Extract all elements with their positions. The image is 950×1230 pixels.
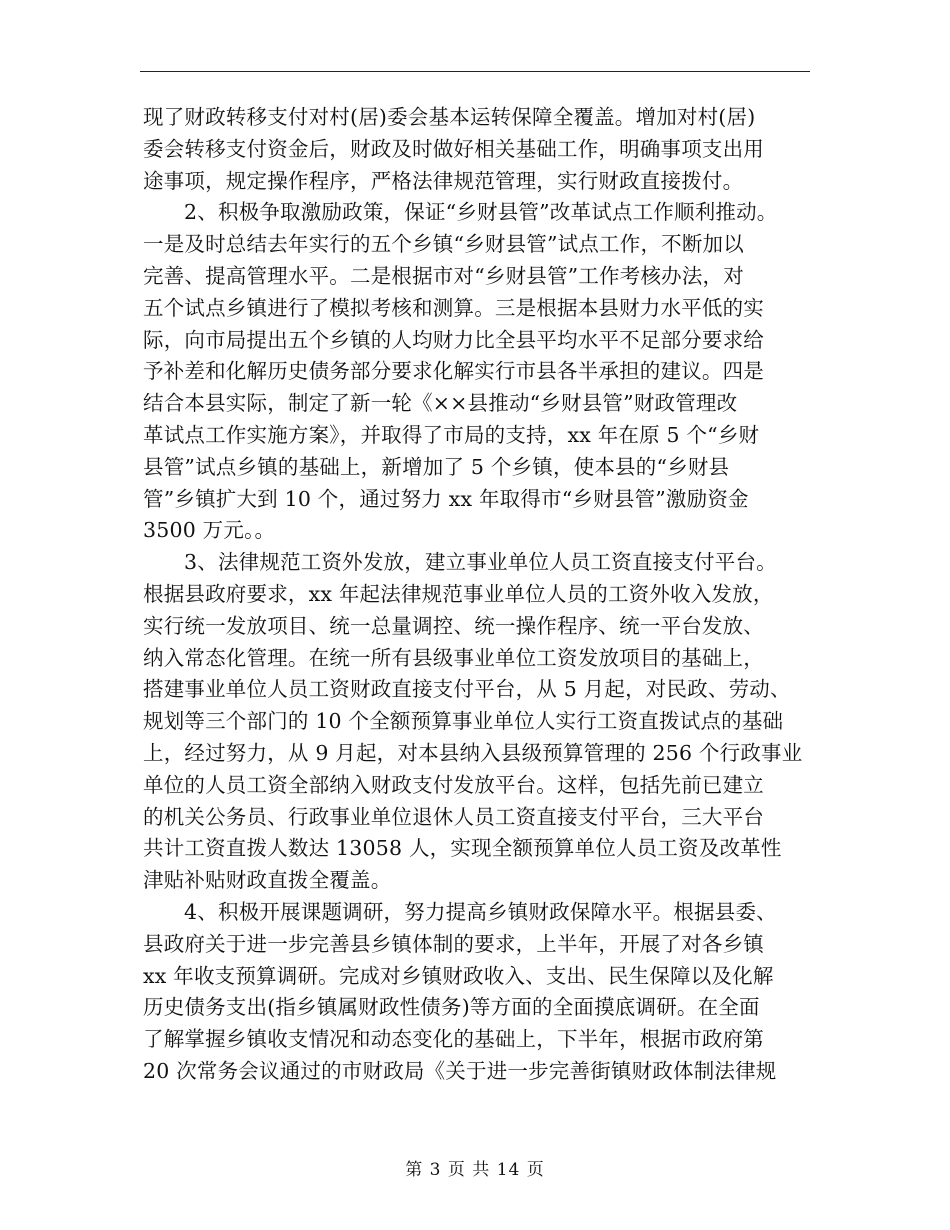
- text-line: 规划等三个部门的 10 个全额预算事业单位人实行工资直拨试点的基础: [143, 709, 784, 734]
- header-rule: [140, 71, 810, 72]
- text-line: 共计工资直拨人数达 13058 人，实现全额预算单位人员工资及改革性: [143, 836, 782, 861]
- text-line: 完善、提高管理水平。二是根据市对“乡财县管”工作考核办法，对: [143, 263, 744, 288]
- text-line: 上，经过努力，从 9 月起，对本县纳入县级预算管理的 256 个行政事业: [143, 740, 803, 765]
- text-line: 管”乡镇扩大到 10 个，通过努力 xx 年取得市“乡财县管”激励资金: [143, 486, 749, 511]
- paragraph-first-line: 3、法律规范工资外发放，建立事业单位人员工资直接支付平台。: [184, 550, 777, 575]
- text-line: 根据县政府要求，xx 年起法律规范事业单位人员的工资外收入发放，: [143, 581, 774, 606]
- document-body: [143, 102, 813, 1088]
- text-line: 3500 万元。。: [143, 518, 276, 543]
- text-line: 搭建事业单位人员工资财政直接支付平台，从 5 月起，对民政、劳动、: [143, 677, 791, 702]
- text-line: 现了财政转移支付对村(居)委会基本运转保障全覆盖。增加对村(居): [143, 105, 756, 129]
- text-line: 际，向市局提出五个乡镇的人均财力比全县平均水平不足部分要求给: [143, 327, 764, 352]
- text-line: 途事项，规定操作程序，严格法律规范管理，实行财政直接拨付。: [143, 168, 744, 193]
- text-line: 实行统一发放项目、统一总量调控、统一操作程序、统一平台发放、: [143, 613, 764, 638]
- text-line: 纳入常态化管理。在统一所有县级事业单位工资发放项目的基础上，: [143, 645, 764, 670]
- text-line: 革试点工作实施方案》，并取得了市局的支持，xx 年在原 5 个“乡财: [143, 422, 760, 447]
- text-line: xx 年收支预算调研。完成对乡镇财政收入、支出、民生保障以及化解: [143, 963, 774, 988]
- text-line: 予补差和化解历史债务部分要求化解实行市县各半承担的建议。四是: [143, 359, 764, 384]
- page-number: 第 3 页 共 14 页: [405, 1160, 545, 1180]
- text-line: 结合本县实际，制定了新一轮《××县推动“乡财县管”财政管理改: [143, 391, 738, 416]
- text-line: 的机关公务员、行政事业单位退休人员工资直接支付平台，三大平台: [143, 804, 764, 829]
- text-line: 一是及时总结去年实行的五个乡镇“乡财县管”试点工作，不断加以: [143, 232, 744, 257]
- text-line: 五个试点乡镇进行了模拟考核和测算。三是根据本县财力水平低的实: [143, 295, 764, 320]
- text-line: 20 次常务会议通过的市财政局《关于进一步完善街镇财政体制法律规: [143, 1058, 777, 1083]
- text-line: 县管”试点乡镇的基础上，新增加了 5 个乡镇，使本县的“乡财县: [143, 454, 730, 479]
- text-line: 津贴补贴财政直拨全覆盖。: [143, 868, 392, 893]
- text-line: 县政府关于进一步完善县乡镇体制的要求，上半年，开展了对各乡镇: [143, 931, 764, 956]
- paragraph-first-line: 2、积极争取激励政策，保证“乡财县管”改革试点工作顺利推动。: [184, 200, 778, 225]
- text-line: 委会转移支付资金后，财政及时做好相关基础工作，明确事项支出用: [143, 136, 764, 161]
- text-line: 了解掌握乡镇收支情况和动态变化的基础上，下半年，根据市政府第: [143, 1027, 764, 1052]
- paragraph-first-line: 4、积极开展课题调研，努力提高乡镇财政保障水平。根据县委、: [184, 899, 777, 924]
- text-line: 历史债务支出(指乡镇属财政性债务)等方面的全面摸底调研。在全面: [143, 995, 760, 1020]
- text-line: 单位的人员工资全部纳入财政支付发放平台。这样，包括先前已建立: [143, 772, 764, 797]
